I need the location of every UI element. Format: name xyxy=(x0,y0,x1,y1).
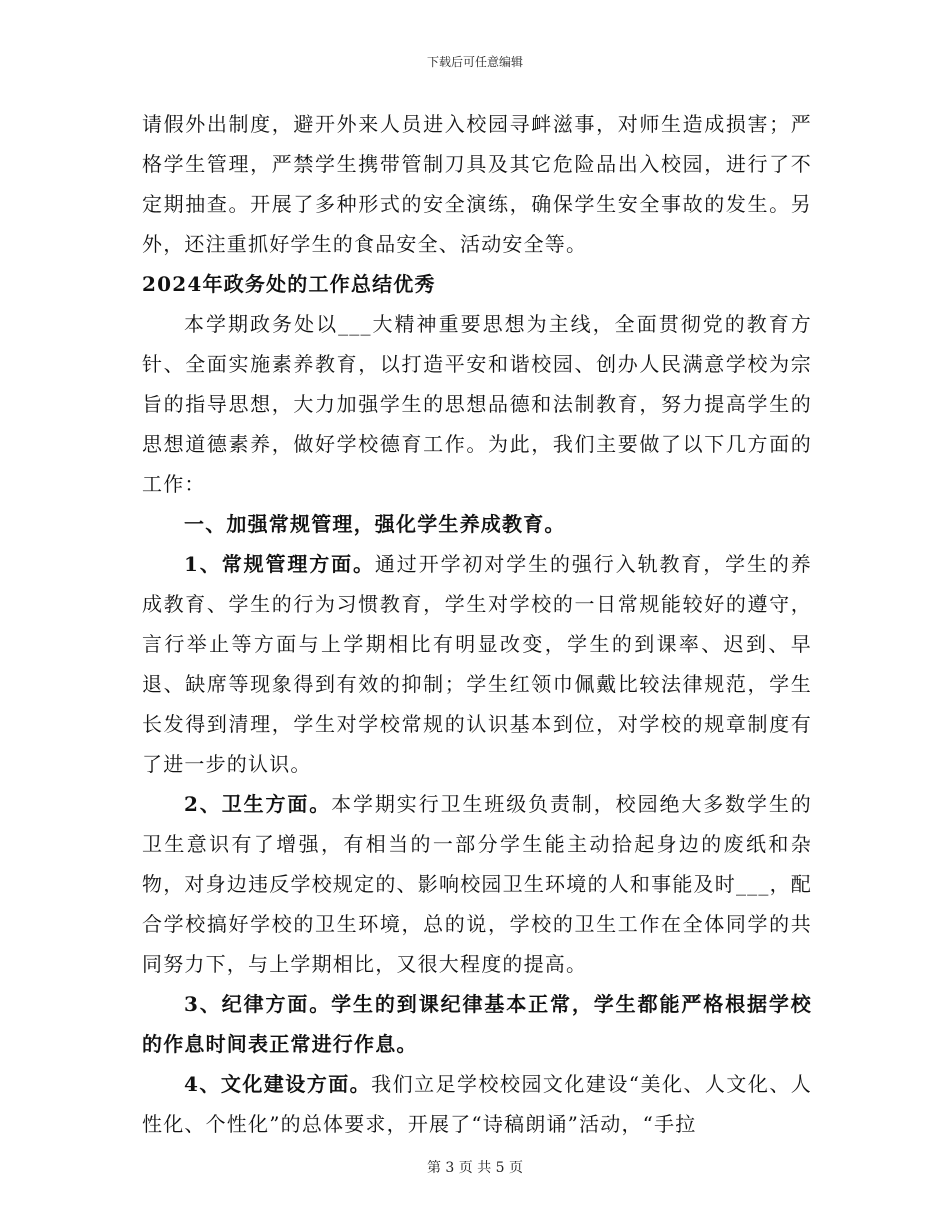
section-heading: 一、加强常规管理，强化学生养成教育。 xyxy=(184,512,566,536)
item-heading: 3、纪律方面。 xyxy=(184,992,332,1016)
item-paragraph xyxy=(142,544,812,784)
item-body: 我们立足学校校园文化建设“美化、人文化、人性化、个性化”的总体要求，开展了“诗稿朗诵”活动，“手拉 xyxy=(142,1072,812,1136)
item-body: 学生的到课纪律基本正常，学生都能严格根据学校的作息时间表正常进行作息。 xyxy=(142,992,812,1056)
item-paragraph xyxy=(142,784,812,984)
item-heading: 4、文化建设方面。 xyxy=(184,1072,372,1096)
page-header: 下载后可任意编辑 xyxy=(426,55,523,69)
item-paragraph xyxy=(142,1064,812,1144)
item-heading: 2、卫生方面。 xyxy=(184,792,332,816)
intro-paragraph: 请假外出制度，避开外来人员进入校园寻衅滋事，对师生造成损害；严格学生管理，严禁学生携带管制刀具及其它危险品出入校园，进行了不定期抽查。开展了多种形式的安全演练，确保学生安全事故的发生。另外，还注重抓好学生的食品安全、活动安全等。 xyxy=(142,112,812,256)
item-body: 通过开学初对学生的强行入轨教育，学生的养成教育、学生的行为习惯教育，学生对学校的一日常规能较好的遵守，言行举止等方面与上学期相比有明显改变，学生的到课率、迟到、早退、缺席等现象得到有效的抑制；学生红领巾佩戴比较法律规范，学生长发得到清理，学生对学校常规的认识基本到位，对学校的规章制度有了进一步的认识。 xyxy=(142,552,813,776)
item-body: 本学期实行卫生班级负责制，校园绝大多数学生的卫生意识有了增强，有相当的一部分学生能主动拾起身边的废纸和杂物，对身边违反学校规定的、影响校园卫生环境的人和事能及时___，配合学校搞好学校的卫生环境，总的说，学校的卫生工作在全体同学的共同努力下，与上学期相比，又很大程度的提高。 xyxy=(142,792,812,976)
page-footer: 第 3 页 共 5 页 xyxy=(426,1160,524,1176)
document-title: 2024年政务处的工作总结优秀 xyxy=(142,272,436,296)
item-paragraph xyxy=(142,984,812,1064)
item-heading: 1、常规管理方面。 xyxy=(184,552,375,576)
opening-paragraph: 本学期政务处以___大精神重要思想为主线，全面贯彻党的教育方针、全面实施素养教育，以打造平安和谐校园、创办人民满意学校为宗旨的指导思想，大力加强学生的思想品德和法制教育，努力提高学生的思想道德素养，做好学校德育工作。为此，我们主要做了以下几方面的工作： xyxy=(142,312,812,496)
document-body xyxy=(142,104,812,1144)
